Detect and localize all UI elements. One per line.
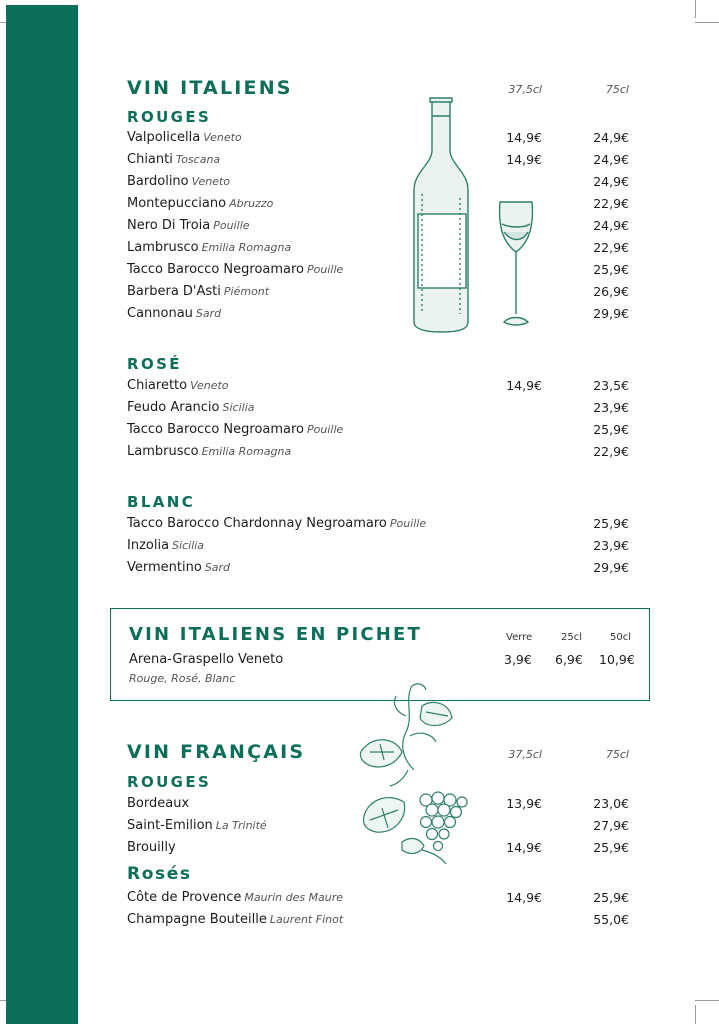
- crop-mark: [695, 1005, 696, 1024]
- price-37cl: 14,9€: [506, 890, 542, 905]
- pichet-col-25cl: 25cl: [561, 632, 583, 643]
- wine-name: Feudo Arancio: [127, 400, 220, 415]
- francais-title: VIN FRANÇAIS: [127, 741, 306, 763]
- wine-name: Nero Di Troia: [127, 218, 211, 233]
- wine-row: [0, 261, 719, 283]
- francais-rouges-title: ROUGES: [127, 773, 212, 791]
- wine-row: [0, 305, 719, 327]
- price-75cl: 27,9€: [593, 818, 629, 833]
- wine-name: Montepucciano: [127, 196, 227, 211]
- wine-row: [0, 239, 719, 261]
- wine-name-cell: [127, 217, 250, 235]
- wine-bottle-glass-illustration: [400, 94, 560, 338]
- price-37cl: 14,9€: [506, 378, 542, 393]
- price-75cl: 26,9€: [593, 284, 629, 299]
- wine-region: Veneto: [203, 131, 242, 144]
- wine-name-cell: [127, 889, 343, 907]
- wine-region: Pouille: [307, 423, 344, 436]
- wine-row: [0, 151, 719, 173]
- wine-row: [0, 399, 719, 421]
- wine-region: Laurent Finot: [269, 913, 344, 926]
- wine-name-cell: [127, 443, 291, 461]
- italiens-col-37cl: 37,5cl: [508, 83, 542, 96]
- wine-name-cell: [127, 173, 230, 191]
- wine-row: [0, 537, 719, 559]
- pichet-item-name: Arena-Graspello Veneto: [129, 652, 284, 667]
- crop-mark: [695, 1000, 719, 1001]
- francais-col-75cl: 75cl: [605, 748, 629, 761]
- wine-name-cell: [127, 515, 426, 533]
- wine-region: Abruzzo: [229, 197, 274, 210]
- pichet-col-50cl: 50cl: [610, 632, 632, 643]
- wine-region: [176, 841, 179, 854]
- italiens-col-75cl: 75cl: [605, 83, 629, 96]
- wine-region: Veneto: [191, 175, 231, 188]
- wine-name-cell: [127, 911, 343, 929]
- wine-name: Inzolia: [127, 538, 170, 553]
- wine-region: Emilia Romagna: [201, 241, 292, 254]
- italiens-blanc-title: BLANC: [127, 493, 196, 511]
- wine-name: Chiaretto: [127, 378, 188, 393]
- price-75cl: 22,9€: [593, 444, 629, 459]
- price-37cl: 14,9€: [506, 152, 542, 167]
- wine-row: [0, 443, 719, 465]
- wine-region: Sard: [195, 307, 222, 320]
- wine-row: [0, 559, 719, 581]
- pichet-col-verre: Verre: [506, 632, 533, 643]
- wine-row: [0, 515, 719, 537]
- wine-name-cell: [127, 377, 229, 395]
- wine-name: Côte de Provence: [127, 890, 242, 905]
- wine-name-cell: [127, 239, 291, 257]
- price-75cl: 55,0€: [593, 912, 629, 927]
- wine-row: [0, 795, 719, 817]
- wine-name: Chianti: [127, 152, 173, 167]
- wine-name-cell: [127, 305, 221, 323]
- wine-name-cell: [127, 817, 267, 835]
- wine-name: Tacco Barocco Negroamaro: [127, 262, 305, 277]
- price-75cl: 25,9€: [593, 262, 629, 277]
- wine-name-cell: [127, 399, 255, 417]
- italiens-rouges-title: ROUGES: [127, 108, 212, 126]
- wine-region: Emilia Romagna: [201, 445, 292, 458]
- wine-name-cell: [127, 283, 269, 301]
- wine-name: Cannonau: [127, 306, 193, 321]
- wine-row: [0, 377, 719, 399]
- wine-region: Piémont: [223, 285, 270, 298]
- crop-mark: [695, 0, 696, 18]
- wine-row: [0, 421, 719, 443]
- price-75cl: 29,9€: [593, 306, 629, 321]
- price-75cl: 24,9€: [593, 174, 629, 189]
- wine-name: Brouilly: [127, 840, 176, 855]
- wine-name-cell: [127, 129, 242, 147]
- price-75cl: 25,9€: [593, 890, 629, 905]
- wine-name-cell: [127, 559, 230, 577]
- wine-name: Tacco Barocco Negroamaro: [127, 422, 305, 437]
- wine-row: [0, 129, 719, 151]
- wine-name: Lambrusco: [127, 444, 199, 459]
- wine-region: La Trinité: [215, 819, 267, 832]
- wine-name-cell: [127, 261, 343, 279]
- price-75cl: 25,9€: [593, 516, 629, 531]
- wine-name: Champagne Bouteille: [127, 912, 267, 927]
- price-37cl: 14,9€: [506, 130, 542, 145]
- pichet-title: VIN ITALIENS EN PICHET: [129, 624, 422, 645]
- wine-name: Lambrusco: [127, 240, 199, 255]
- wine-name-cell: [127, 195, 273, 213]
- wine-region: Maurin des Maure: [244, 891, 344, 904]
- price-75cl: 23,5€: [593, 378, 629, 393]
- wine-region: Veneto: [190, 379, 229, 392]
- wine-row: [0, 911, 719, 933]
- price-75cl: 25,9€: [593, 422, 629, 437]
- wine-name: Bardolino: [127, 174, 189, 189]
- italiens-title: VIN ITALIENS: [127, 77, 293, 99]
- price-75cl: 24,9€: [593, 218, 629, 233]
- wine-row: [0, 817, 719, 839]
- pichet-price-25cl: 6,9€: [555, 652, 583, 667]
- francais-roses-title: Rosés: [127, 864, 192, 884]
- wine-name: Vermentino: [127, 560, 202, 575]
- price-75cl: 22,9€: [593, 196, 629, 211]
- wine-row: [0, 173, 719, 195]
- wine-name: Bordeaux: [127, 796, 190, 811]
- wine-name: Barbera D'Asti: [127, 284, 221, 299]
- wine-region: Pouille: [307, 263, 344, 276]
- pichet-price-50cl: 10,9€: [599, 652, 635, 667]
- wine-region: Pouille: [213, 219, 250, 232]
- wine-name: Valpolicella: [127, 130, 201, 145]
- price-37cl: 13,9€: [506, 796, 542, 811]
- price-75cl: 23,0€: [593, 796, 629, 811]
- pichet-item-note: Rouge, Rosé, Blanc: [129, 672, 236, 685]
- wine-name-cell: [127, 795, 192, 813]
- wine-name-cell: [127, 421, 343, 439]
- price-75cl: 25,9€: [593, 840, 629, 855]
- price-75cl: 24,9€: [593, 130, 629, 145]
- francais-col-37cl: 37,5cl: [508, 748, 542, 761]
- wine-region: Pouille: [389, 517, 427, 530]
- wine-row: [0, 195, 719, 217]
- price-37cl: 14,9€: [506, 840, 542, 855]
- wine-name: Saint-Emilion: [127, 818, 213, 833]
- wine-region: Toscana: [175, 153, 221, 166]
- wine-name-cell: [127, 839, 179, 857]
- price-75cl: 22,9€: [593, 240, 629, 255]
- price-75cl: 23,9€: [593, 538, 629, 553]
- wine-name-cell: [127, 537, 204, 555]
- wine-row: [0, 839, 719, 861]
- wine-name-cell: [127, 151, 220, 169]
- wine-row: [0, 217, 719, 239]
- wine-row: [0, 889, 719, 911]
- price-75cl: 23,9€: [593, 400, 629, 415]
- price-75cl: 29,9€: [593, 560, 629, 575]
- pichet-price-verre: 3,9€: [504, 652, 532, 667]
- price-75cl: 24,9€: [593, 152, 629, 167]
- wine-region: Sard: [204, 561, 231, 574]
- crop-mark: [695, 22, 719, 23]
- wine-name: Tacco Barocco Chardonnay Negroamaro: [127, 516, 387, 531]
- wine-region: Sicilia: [172, 539, 205, 552]
- wine-region: [189, 797, 192, 810]
- italiens-rose-title: ROSÉ: [127, 355, 182, 373]
- wine-region: Sicilia: [222, 401, 255, 414]
- wine-row: [0, 283, 719, 305]
